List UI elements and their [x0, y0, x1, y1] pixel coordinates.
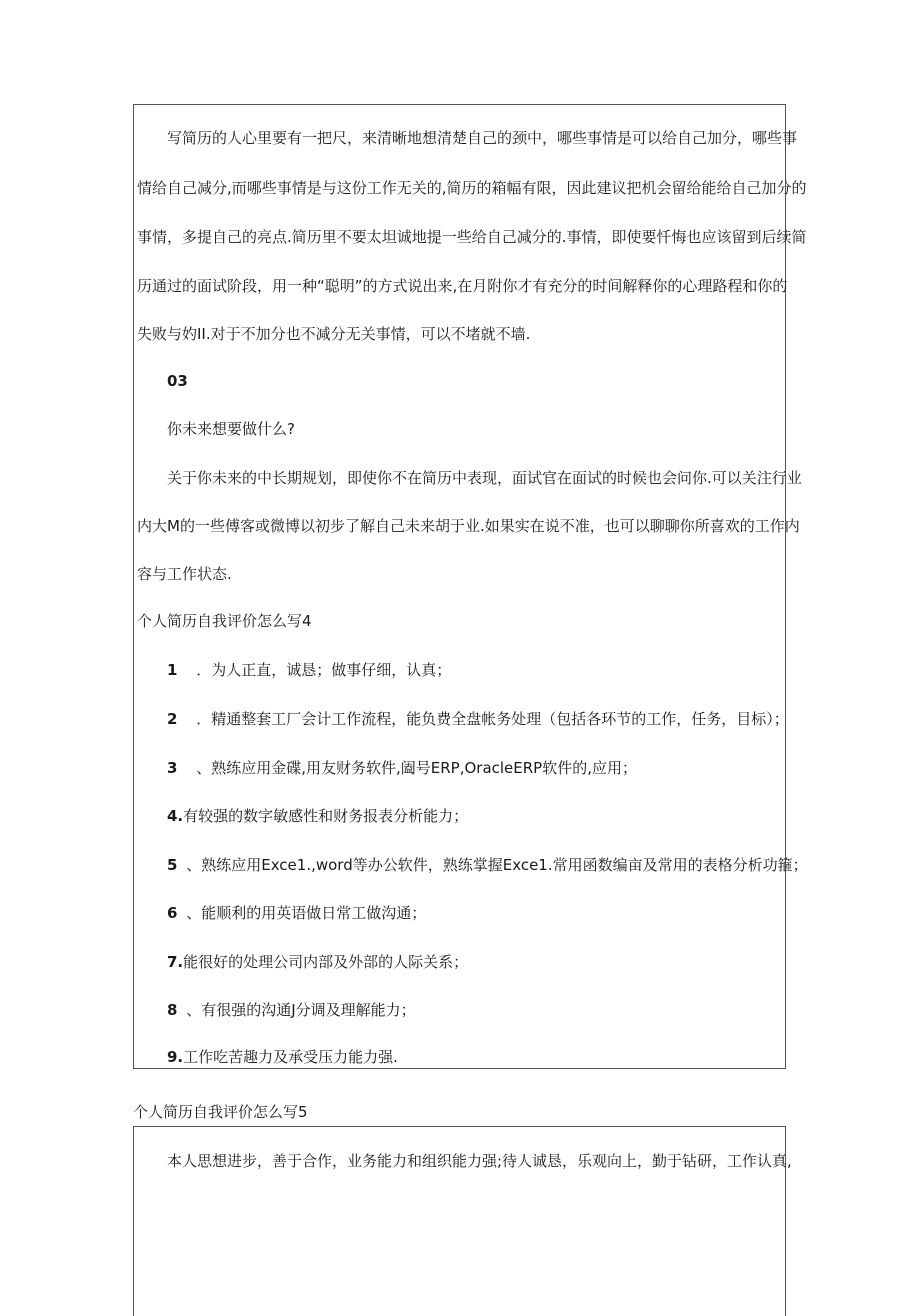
para1-line4: 历通过的面试阶段，用一种“聪明”的方式说出来,在月附你才有充分的时间解释你的心理路程和你的	[137, 277, 788, 295]
item-number: 1	[167, 661, 178, 679]
item-text: 、有很强的沟通J分调及理解能力；	[186, 1001, 416, 1019]
item-text: ．精通整套工厂会计工作流程，能负费全盘帐务处理（包括各环节的工作，任务，目标）；	[196, 710, 789, 728]
list-item	[167, 855, 808, 875]
question-heading: 你未来想要做什么?	[167, 420, 295, 438]
item-text: 能很好的处理公司内部及外部的人际关系；	[183, 953, 469, 971]
list-item	[167, 903, 426, 923]
item-number: 5	[167, 856, 178, 874]
section5-title: 个人简历自我评价怎么写5	[133, 1103, 308, 1121]
list-item	[167, 1047, 398, 1067]
list-item	[167, 1000, 416, 1020]
list-item	[167, 952, 468, 972]
section4-title: 个人简历自我评价怎么写4	[137, 612, 312, 630]
list-item	[167, 758, 637, 778]
item-text: 有较强的数字敏感性和财务报表分析能力；	[183, 807, 469, 825]
item-number: 6	[167, 904, 178, 922]
item-number: 3	[167, 759, 178, 777]
section5-para1: 本人思想进步，善于合作，业务能力和组织能力强;待人诚恳，乐观向上，勤于钻研，工作认真,	[167, 1152, 792, 1170]
item-number: 2	[167, 710, 178, 728]
para2-line2: 内大M的一些傅客或微博以初步了解自己未来胡于业.如果实在说不准，也可以聊聊你所喜欢的工作内	[137, 517, 800, 535]
item-text: 、熟练应用金碟,用友财务软件,阖号ERP,OracleERP软件的,应用；	[196, 759, 637, 777]
item-text: 、熟练应用Exce1.,word等办公软件，熟练掌握Exce1.常用函数编亩及常用的表格分析功箍；	[186, 856, 808, 874]
para1-line5: 失败与妁II.对于不加分也不减分无关事情，可以不堵就不墙.	[137, 325, 531, 343]
item-number: 7.	[167, 953, 184, 971]
para1-line2: 情给自己减分,而哪些事情是与这份工作无关的,简历的箱幅有限，因此建议把机会留给能给自己加分的	[137, 179, 807, 197]
item-number: 4.	[167, 807, 184, 825]
item-text: ．为人正直，诚恳；做事仔细，认真；	[196, 661, 452, 679]
list-item	[167, 660, 451, 680]
item-number: 9.	[167, 1048, 184, 1066]
para1-line3: 事情，多提自己的亮点.简历里不要太坦诚地提一些给自己减分的.事情，即使要忏悔也应该留到后续简	[137, 228, 807, 246]
list-item	[167, 709, 789, 729]
item-text: 、能顺利的用英语做日常工做沟通；	[186, 904, 427, 922]
para2-line3: 容与工作状态.	[137, 565, 232, 583]
heading-number: 03	[167, 372, 188, 390]
item-text: 工作吃苦趣力及承受压力能力强.	[183, 1048, 398, 1066]
para1-line1: 写简历的人心里要有一把尺，来清晰地想清楚自己的颈中，哪些事情是可以给自己加分，哪些事	[167, 129, 798, 147]
item-number: 8	[167, 1001, 178, 1019]
list-item	[167, 806, 468, 826]
para2-line1: 关于你未来的中长期规划，即使你不在简历中表现，面试官在面试的时候也会问你.可以关注行业	[167, 469, 802, 487]
content-box-1	[133, 104, 786, 1069]
